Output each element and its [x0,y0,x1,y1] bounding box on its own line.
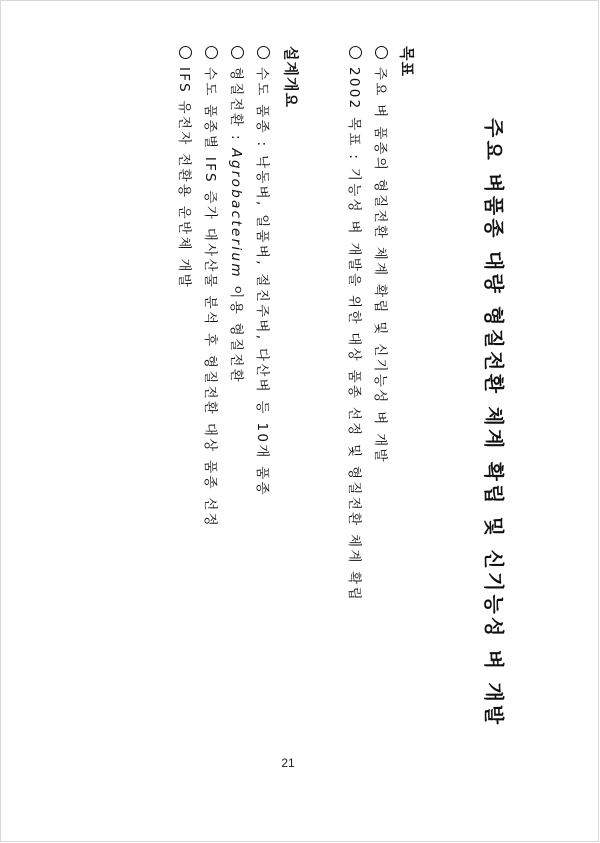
goal-item-text: 주요 벼 품종의 형질전환 체계 확립 및 신기능성 벼 개발 [372,67,388,464]
design-item-text: IFS 유전자 전환용 운반체 개발 [176,67,192,290]
circle-bullet-icon [375,46,388,59]
goal-item [346,46,366,602]
goal-item [372,46,392,464]
design-heading: 설계개요 [282,46,300,108]
design-item-suffix: 이용 형질전환 [228,278,244,385]
circle-bullet-icon [179,46,192,59]
design-item [202,46,222,528]
design-item [228,46,248,384]
design-item-prefix: 형질전환 : [228,67,244,149]
document-title: 주요 벼품종 대량 형질전환 체계 확립 및 신기능성 벼 개발 [482,118,506,728]
circle-bullet-icon [257,46,270,59]
circle-bullet-icon [205,46,218,59]
circle-bullet-icon [231,46,244,59]
goal-heading: 목표 [398,46,416,77]
goal-item-text: 2002 목표 : 기능성 벼 개발을 위한 대상 품종 선정 및 형질전환 체계 확립 [346,67,362,602]
design-item [176,46,196,289]
page-number: 21 [281,756,295,770]
design-item-text: 수도 품종별 IFS 증가 대사산물 분석 후 형질전환 대상 품종 선정 [202,67,218,529]
design-item-italic-term: Agrobacterium [228,148,244,279]
design-item [254,46,274,497]
design-item-text: 수도 품종 : 낙동벼, 일품벼, 절진주벼, 다산벼 등 10개 품종 [254,67,270,497]
circle-bullet-icon [349,46,362,59]
